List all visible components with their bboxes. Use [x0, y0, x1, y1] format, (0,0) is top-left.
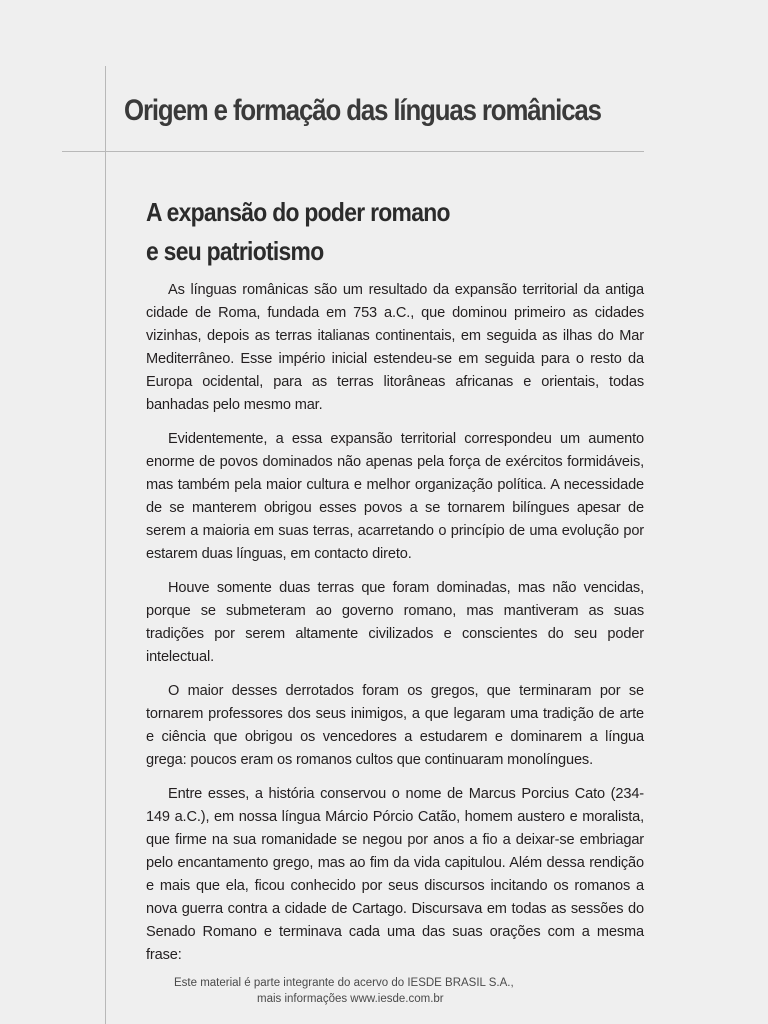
section-heading-line-2: e seu patriotismo	[146, 236, 324, 266]
footer-line-2: mais informações www.iesde.com.br	[257, 993, 444, 1005]
body-text	[146, 279, 644, 978]
header-divider	[62, 151, 644, 152]
paragraph: Entre esses, a história conservou o nome de Marcus Porcius Cato (234-149 a.C.), em nossa língua Márcio Pórcio Catão, homem austero e moralista, que firme na sua romanidade se negou por anos a fio a deixar-se embriagar pelo encantamento grego, mas ao fim da vida capitulou. Além dessa rendição e mais que ela, ficou conhecido por seus discursos incitando os romanos a nova guerra contra a cidade de Cartago. Discursava em todas as sessões do Senado Romano e terminava cada uma das suas orações com a mesma frase:	[146, 786, 644, 963]
vertical-margin-rule	[105, 66, 106, 1024]
section-heading-line-1: A expansão do poder romano	[146, 197, 450, 227]
paragraph: As línguas românicas são um resultado da expansão territorial da antiga cidade de Roma, fundada em 753 a.C., que dominou primeiro as cidades vizinhas, depois as terras italianas continentais, em seguida as ilhas do Mar Mediterrâneo. Esse império inicial estendeu-se em seguida para o resto da Europa ocidental, para as terras litorâneas africanas e orientais, todas banhadas pelo mesmo mar.	[146, 282, 644, 413]
section-heading	[146, 193, 450, 271]
paragraph: O maior desses derrotados foram os gregos, que terminaram por se tornarem professores dos seus inimigos, a que legaram uma tradição de arte e ciência que obrigou os vencedores a estudarem e dominarem a língua grega: poucos eram os romanos cultos que continuaram monolíngues.	[146, 683, 644, 768]
footer-line-1: Este material é parte integrante do acervo do IESDE BRASIL S.A.,	[174, 977, 514, 989]
footer-notice	[120, 975, 640, 1007]
paragraph: Houve somente duas terras que foram dominadas, mas não vencidas, porque se submeteram ao governo romano, mas mantiveram as suas tradições por serem altamente civilizados e conscientes do seu poder intelectual.	[146, 580, 644, 665]
paragraph: Evidentemente, a essa expansão territorial correspondeu um aumento enorme de povos dominados não apenas pela força de exércitos formidáveis, mas também pela maior cultura e melhor organização política. A necessidade de se manterem obrigou esses povos a se tornarem bilíngues apesar de serem a maioria em suas terras, acarretando o princípio de uma evolução por estarem duas línguas, em contacto direto.	[146, 431, 644, 562]
chapter-title: Origem e formação das línguas românicas	[124, 94, 601, 127]
